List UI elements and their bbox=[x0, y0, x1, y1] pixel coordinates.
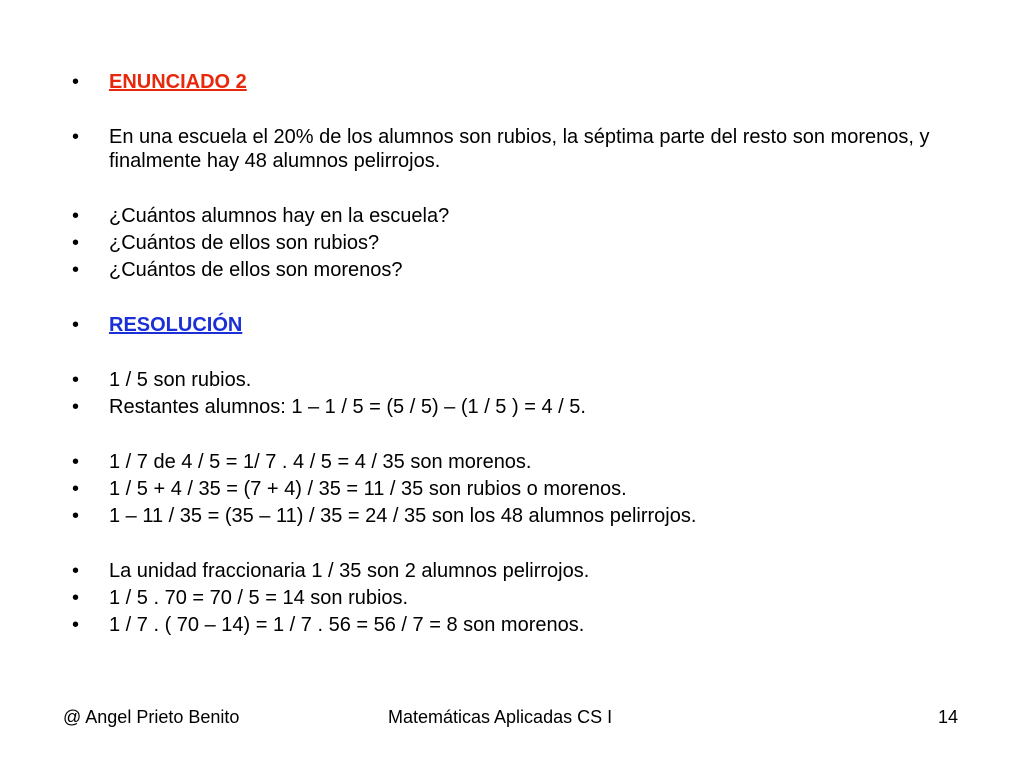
bullet-marker: • bbox=[72, 126, 80, 148]
resolution-heading bbox=[72, 313, 952, 337]
question-text: ¿Cuántos de ellos son rubios? bbox=[109, 232, 380, 254]
solution-step-text: 1 / 5 + 4 / 35 = (7 + 4) / 35 = 11 / 35 son rubios o morenos. bbox=[109, 478, 627, 500]
footer-course-title: Matemáticas Aplicadas CS I bbox=[388, 707, 613, 727]
bullet-marker: • bbox=[72, 478, 80, 500]
bullet-marker: • bbox=[72, 259, 80, 281]
question-item bbox=[72, 204, 952, 228]
solution-step bbox=[72, 586, 952, 610]
bullet-marker: • bbox=[72, 451, 80, 473]
bullet-marker: • bbox=[72, 614, 80, 636]
statement-heading-text: ENUNCIADO 2 bbox=[109, 71, 247, 93]
solution-step bbox=[72, 504, 952, 528]
solution-step bbox=[72, 450, 952, 474]
solution-step bbox=[72, 477, 952, 501]
question-item bbox=[72, 231, 952, 255]
problem-statement-text: En una escuela el 20% de los alumnos son rubios, la séptima parte del resto son morenos, y finalmente hay 48 alumnos pelirrojos. bbox=[109, 126, 930, 172]
solution-step bbox=[72, 559, 952, 583]
question-text: ¿Cuántos alumnos hay en la escuela? bbox=[109, 205, 450, 227]
problem-statement bbox=[72, 125, 952, 173]
solution-step bbox=[72, 368, 952, 392]
solution-step-text: 1 – 11 / 35 = (35 – 11) / 35 = 24 / 35 son los 48 alumnos pelirrojos. bbox=[109, 505, 697, 527]
bullet-marker: • bbox=[72, 71, 80, 93]
solution-step-text: 1 / 7 . ( 70 – 14) = 1 / 7 . 56 = 56 / 7 = 8 son morenos. bbox=[109, 614, 585, 636]
solution-step-text: 1 / 7 de 4 / 5 = 1/ 7 . 4 / 5 = 4 / 35 son morenos. bbox=[109, 451, 532, 473]
bullet-marker: • bbox=[72, 232, 80, 254]
solution-step-text: Restantes alumnos: 1 – 1 / 5 = (5 / 5) – (1 / 5 ) = 4 / 5. bbox=[109, 396, 586, 418]
solution-step bbox=[72, 613, 952, 637]
question-text: ¿Cuántos de ellos son morenos? bbox=[109, 259, 403, 281]
solution-step-text: La unidad fraccionaria 1 / 35 son 2 alumnos pelirrojos. bbox=[109, 560, 590, 582]
solution-step-text: 1 / 5 son rubios. bbox=[109, 369, 252, 391]
footer-author: @ Angel Prieto Benito bbox=[63, 707, 240, 727]
resolution-heading-text: RESOLUCIÓN bbox=[109, 314, 243, 336]
bullet-marker: • bbox=[72, 369, 80, 391]
solution-step-text: 1 / 5 . 70 = 70 / 5 = 14 son rubios. bbox=[109, 587, 409, 609]
bullet-marker: • bbox=[72, 587, 80, 609]
bullet-marker: • bbox=[72, 560, 80, 582]
statement-heading bbox=[72, 70, 952, 94]
solution-step bbox=[72, 395, 952, 419]
bullet-list bbox=[72, 70, 952, 637]
question-item bbox=[72, 258, 952, 282]
bullet-marker: • bbox=[72, 205, 80, 227]
bullet-marker: • bbox=[72, 396, 80, 418]
bullet-marker: • bbox=[72, 505, 80, 527]
bullet-marker: • bbox=[72, 314, 80, 336]
footer-page-number: 14 bbox=[938, 707, 959, 727]
